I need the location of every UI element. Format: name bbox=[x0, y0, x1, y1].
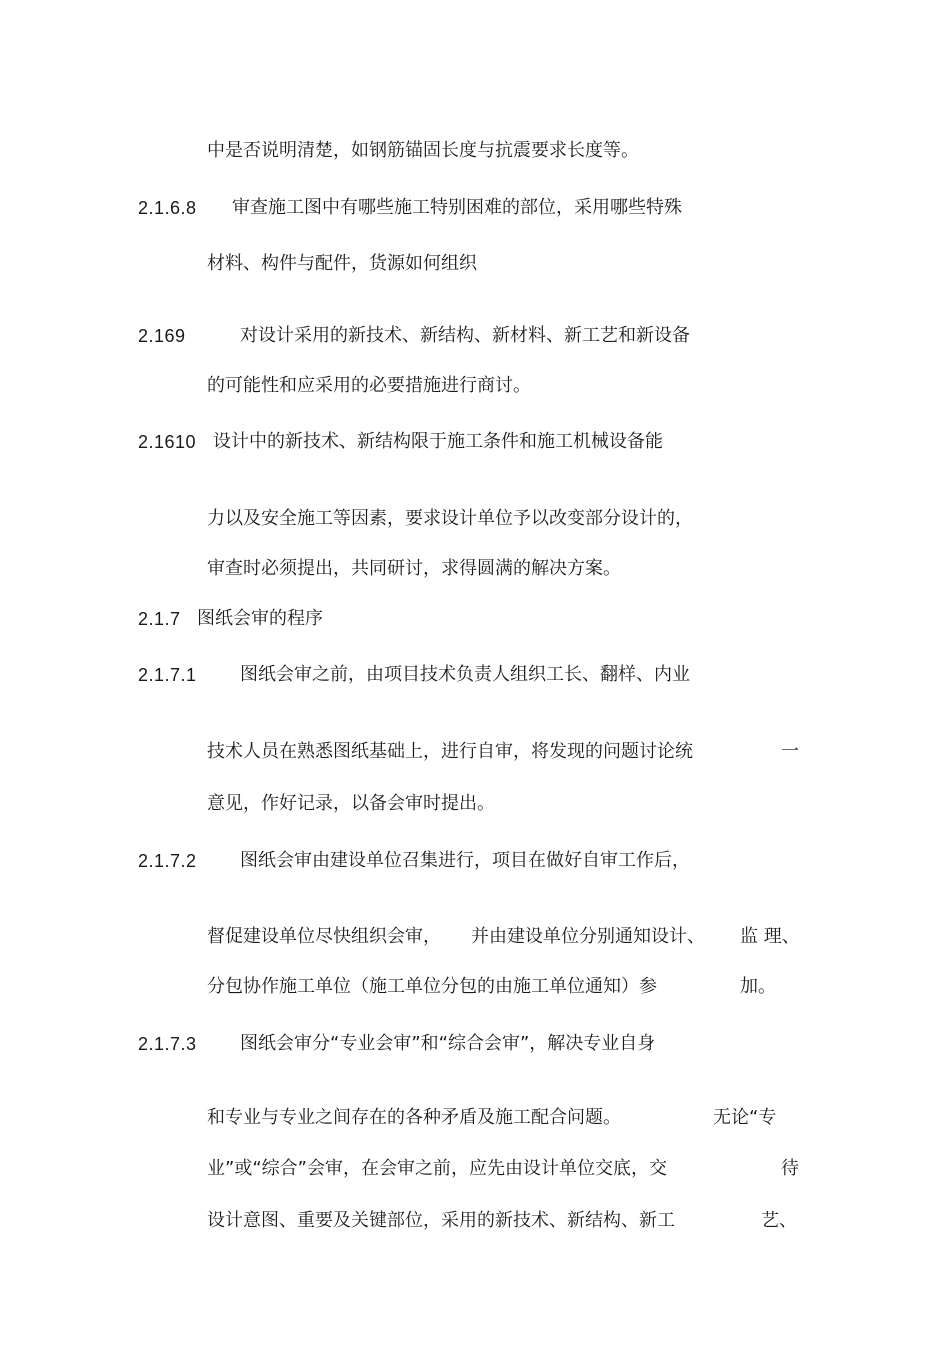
text-line: 图纸会审之前，由项目技术负责人组织工长、翻样、内业 bbox=[240, 664, 690, 685]
text-line: 图纸会审由建设单位召集进行，项目在做好自审工作后， bbox=[240, 850, 690, 871]
text-line: 督促建设单位尽快组织会审， bbox=[207, 926, 441, 947]
text-line: 审查施工图中有哪些施工特别困难的部位，采用哪些特殊 bbox=[232, 197, 682, 218]
section-heading: 图纸会审的程序 bbox=[197, 608, 323, 629]
line-text: 中是否说明清楚，如钢筋锚固长度与抗震要求长度等。 bbox=[207, 140, 639, 161]
text-line-tail: 艺、 bbox=[761, 1210, 797, 1231]
text-line: 设计意图、重要及关键部位，采用的新技术、新结构、新工 bbox=[207, 1210, 675, 1231]
section-number: 2.1610 bbox=[138, 432, 197, 452]
text-line: 和专业与专业之间存在的各种矛盾及施工配合问题。 bbox=[207, 1107, 621, 1128]
text-line: 设计中的新技术、新结构限于施工条件和施工机械设备能 bbox=[213, 431, 663, 452]
section-number: 2.1.6.8 bbox=[138, 198, 197, 218]
text-line: 图纸会审分“专业会审”和“综合会审”，解决专业自身 bbox=[240, 1033, 656, 1054]
text-line: 技术人员在熟悉图纸基础上，进行自审，将发现的问题讨论统 bbox=[207, 741, 693, 762]
text-line: 分包协作施工单位（施工单位分包的由施工单位通知）参 bbox=[207, 976, 657, 997]
text-line-tail: 待 bbox=[781, 1158, 799, 1179]
text-line: 审查时必须提出，共同研讨，求得圆满的解决方案。 bbox=[207, 558, 621, 579]
text-line: 业”或“综合”会审，在会审之前，应先由设计单位交底，交 bbox=[207, 1158, 667, 1179]
text-line bbox=[207, 139, 639, 163]
section-number: 2.169 bbox=[138, 326, 186, 346]
text-line: 材料、构件与配件，货源如何组织 bbox=[207, 253, 477, 274]
section-number: 2.1.7.2 bbox=[138, 851, 197, 871]
text-line-tail: 加。 bbox=[740, 976, 776, 997]
text-line: 力以及安全施工等因素，要求设计单位予以改变部分设计的， bbox=[207, 508, 693, 529]
text-line-tail: 一 bbox=[781, 741, 799, 762]
text-line-mid: 并由建设单位分别通知设计、 bbox=[471, 926, 705, 947]
section-number: 2.1.7.3 bbox=[138, 1034, 197, 1054]
text-line: 意见，作好记录，以备会审时提出。 bbox=[207, 793, 495, 814]
section-number: 2.1.7.1 bbox=[138, 665, 197, 685]
text-line-tail: 监 理、 bbox=[740, 926, 800, 947]
section-number: 2.1.7 bbox=[138, 609, 181, 629]
text-line-tail: 无论“专 bbox=[713, 1107, 777, 1128]
text-line: 对设计采用的新技术、新结构、新材料、新工艺和新设备 bbox=[240, 325, 690, 346]
text-line: 的可能性和应采用的必要措施进行商讨。 bbox=[207, 375, 531, 396]
